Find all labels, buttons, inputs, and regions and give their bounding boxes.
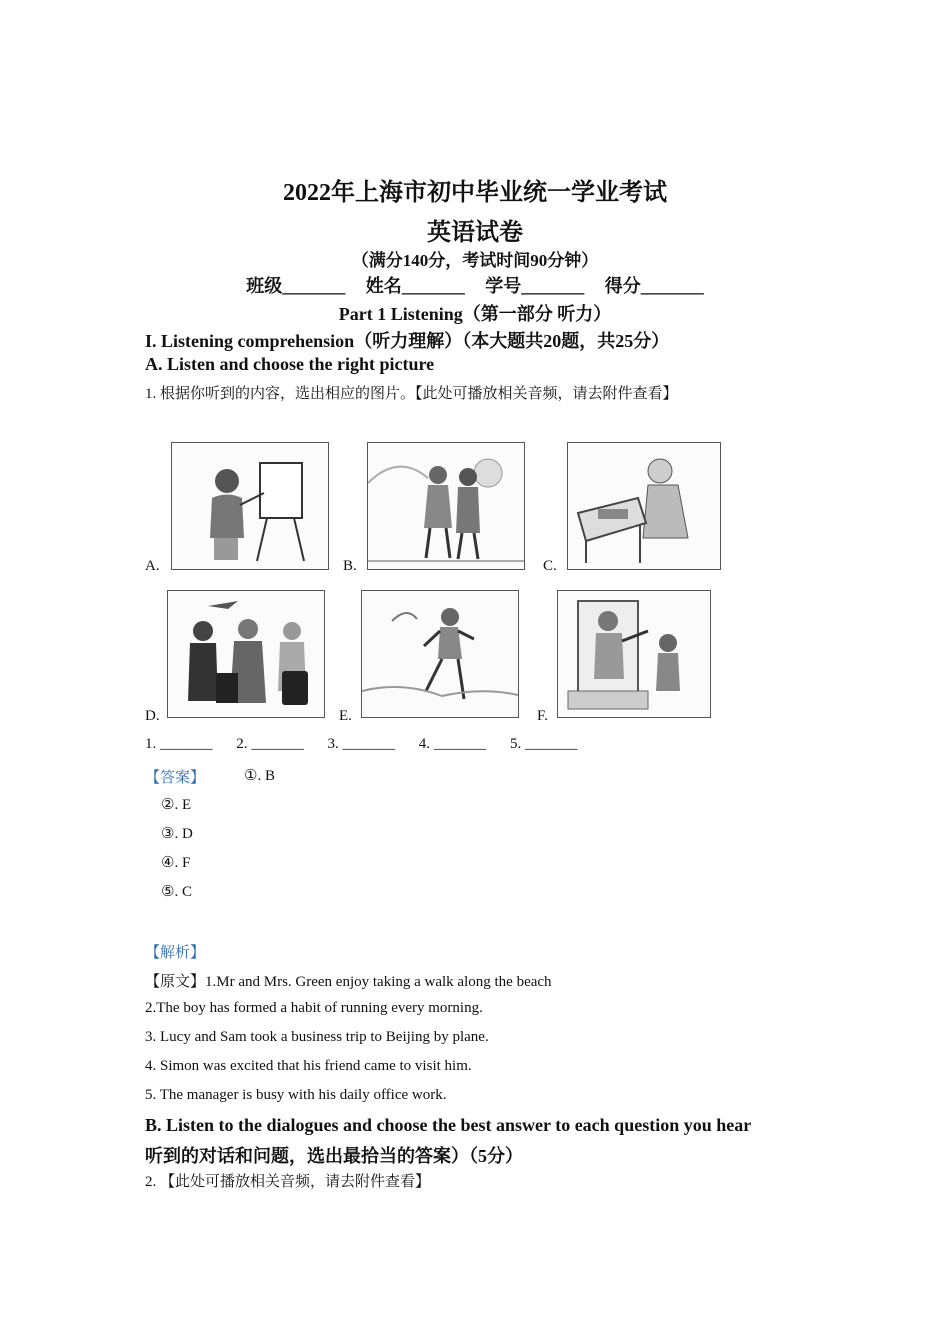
section-heading: I. Listening comprehension（听力理解）（本大题共20题，共25分） <box>145 331 670 351</box>
answer-item-2: ②. E <box>161 797 192 813</box>
picture-label-d: D. <box>145 708 160 724</box>
blank-3[interactable]: 3. _______ <box>327 736 395 752</box>
exam-subtitle: 英语试卷 <box>427 220 523 246</box>
answer-item-4: ④. F <box>161 855 191 871</box>
question-1-text: 1. 根据你听到的内容，选出相应的图片。【此处可播放相关音频，请去附件查看】 <box>145 386 678 402</box>
part-heading: Part 1 Listening（第一部分 听力） <box>338 304 612 324</box>
analysis-line-3: 3. Lucy and Sam took a business trip to Beijing by plane. <box>145 1029 489 1045</box>
analysis-line-2: 2.The boy has formed a habit of running every morning. <box>145 1000 483 1016</box>
field-name: 姓名_______ <box>365 276 465 296</box>
section-a-heading: A. Listen and choose the right picture <box>145 354 435 374</box>
answer-blanks <box>145 736 598 753</box>
analysis-line-5: 5. The manager is busy with his daily office work. <box>145 1087 447 1103</box>
couple-walking-icon <box>367 442 525 570</box>
travelers-with-luggage-icon <box>167 590 325 718</box>
exam-note: （满分140分，考试时间90分钟） <box>351 251 599 270</box>
answer-item-3: ③. D <box>161 826 193 842</box>
blank-5[interactable]: 5. _______ <box>510 736 578 752</box>
picture-label-a: A. <box>145 558 160 574</box>
answer-tag: 【答案】 <box>145 770 206 786</box>
picture-label-c: C. <box>543 558 557 574</box>
man-at-desk-icon <box>567 442 721 570</box>
picture-label-e: E. <box>339 708 352 724</box>
blank-2[interactable]: 2. _______ <box>236 736 304 752</box>
section-b-heading-cn: 听到的对话和问题，选出最拾当的答案）（5分） <box>145 1146 523 1166</box>
exam-title: 2022年上海市初中毕业统一学业考试 <box>283 180 667 206</box>
field-student-id: 学号_______ <box>485 276 585 296</box>
boy-running-icon <box>361 590 519 718</box>
analysis-line-4: 4. Simon was excited that his friend came to visit him. <box>145 1058 472 1074</box>
girl-painting-easel-icon <box>171 442 329 570</box>
analysis-line-1: 【原文】1.Mr and Mrs. Green enjoy taking a walk along the beach <box>145 974 552 990</box>
answer-item-1: ①. B <box>244 768 275 784</box>
section-b-heading: B. Listen to the dialogues and choose the best answer to each question you hear <box>145 1115 752 1135</box>
blank-1[interactable]: 1. _______ <box>145 736 213 752</box>
picture-label-b: B. <box>343 558 357 574</box>
analysis-tag: 【解析】 <box>145 945 206 961</box>
blank-4[interactable]: 4. _______ <box>418 736 487 752</box>
answer-item-5: ⑤. C <box>161 884 192 900</box>
field-class: 班级_______ <box>246 276 346 296</box>
picture-label-f: F. <box>537 708 548 724</box>
field-score: 得分_______ <box>604 276 704 296</box>
student-info-fields <box>0 272 950 298</box>
question-2-text: 2. 【此处可播放相关音频，请去附件查看】 <box>145 1174 431 1190</box>
friend-visiting-door-icon <box>557 590 711 718</box>
